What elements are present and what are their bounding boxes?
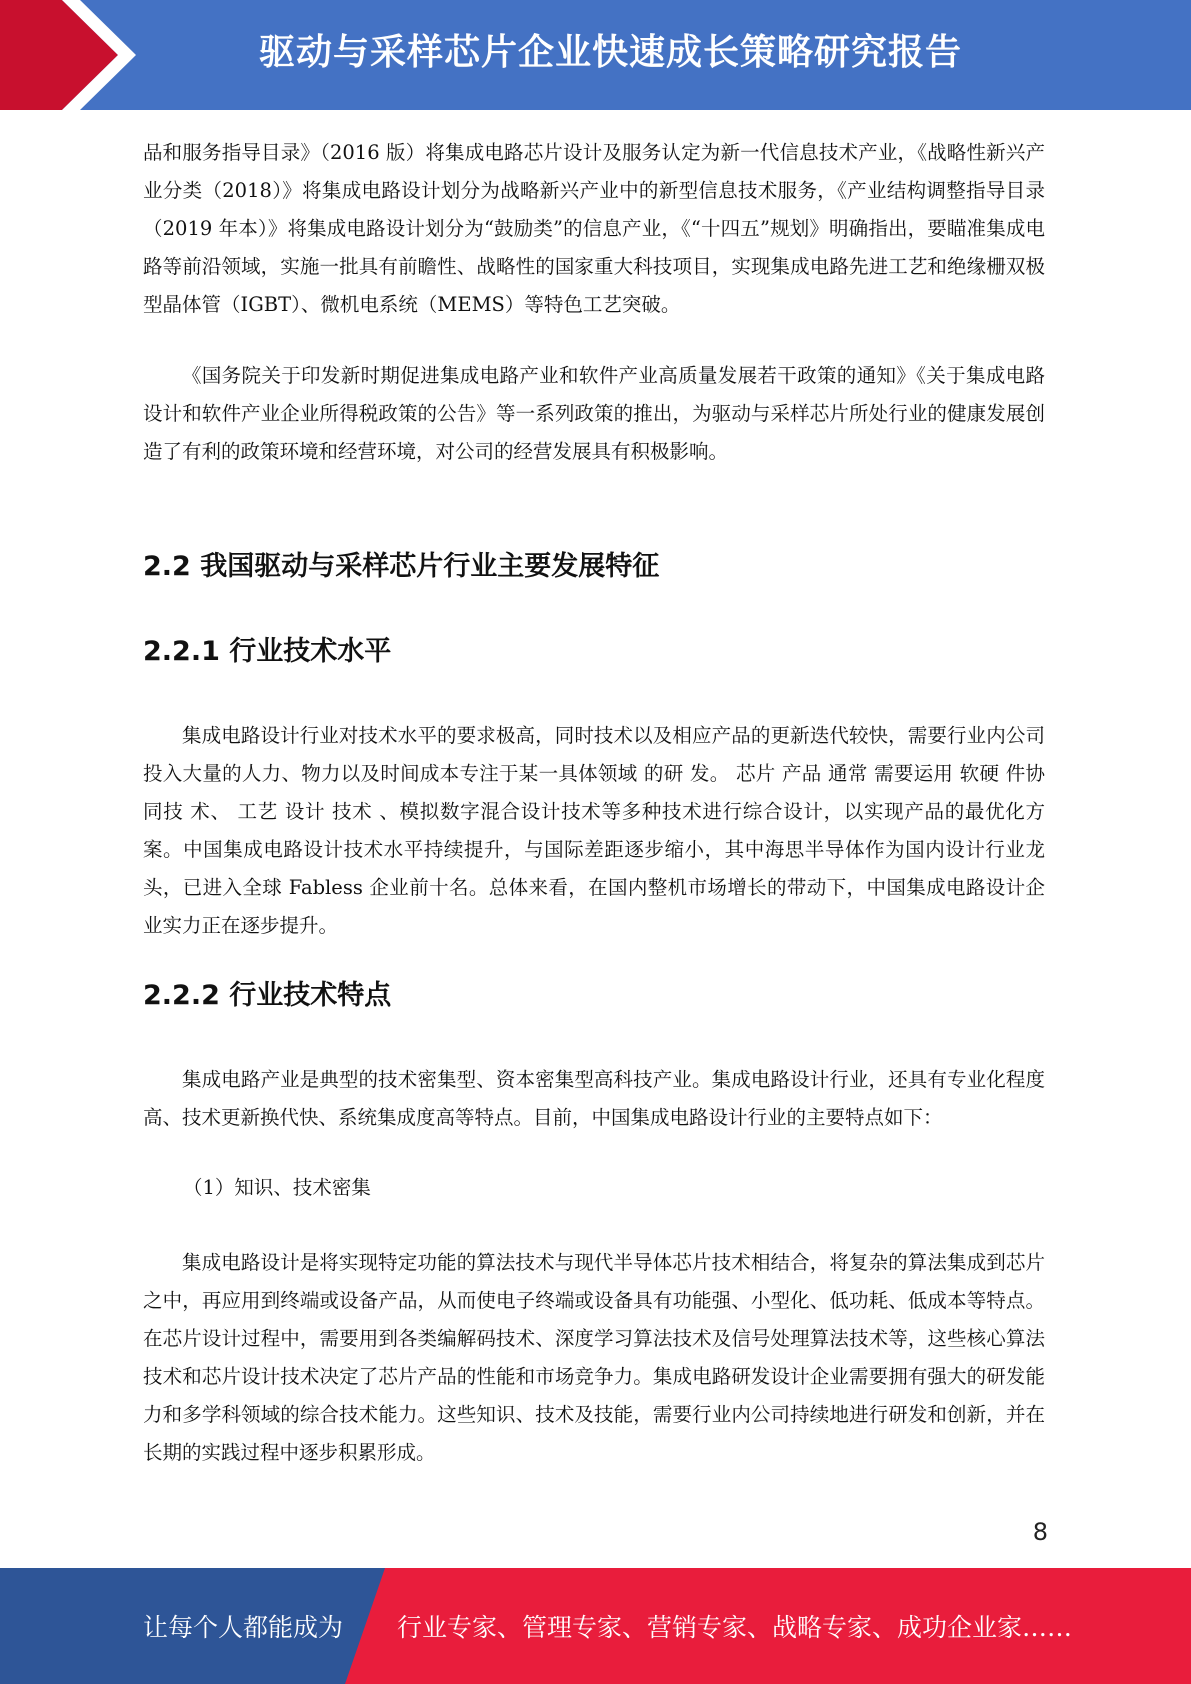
section-heading-2-2-1: 2.2.1 行业技术水平 (143, 636, 392, 667)
page-footer (0, 1568, 1191, 1684)
paragraph-knowledge-intensive: 集成电路设计是将实现特定功能的算法技术与现代半导体芯片技术相结合，将复杂的算法集成到芯片之中，再应用到终端或设备产品，从而使电子终端或设备具有功能强、小型化、低功耗、低成本等特点。在芯片设计过程中，需要用到各类编解码技术、深度学习算法技术及信号处理算法技术等，这些核心算法技术和芯片设计技术决定了芯片产品的性能和市场竞争力。集成电路研发设计企业需要拥有强大的研发能力和多学科领域的综合技术能力。这些知识、技术及技能，需要行业内公司持续地进行研发和创新，并在长期的实践过程中逐步积累形成。 (143, 1251, 1045, 1464)
footer-slogan-left: 让每个人都能成为 (143, 1613, 344, 1642)
section-heading-2-2: 2.2 我国驱动与采样芯片行业主要发展特征 (143, 551, 660, 582)
list-item-knowledge-intensive: （1）知识、技术密集 (183, 1176, 371, 1199)
paragraph-policy-notices: 《国务院关于印发新时期促进集成电路产业和软件产业高质量发展若干政策的通知》《关于集成电路设计和软件产业企业所得税政策的公告》等一系列政策的推出，为驱动与采样芯片所处行业的健康发展创造了有利的政策环境和经营环境，对公司的经营发展具有积极影响。 (143, 364, 1045, 463)
section-heading-2-2-2: 2.2.2 行业技术特点 (143, 980, 392, 1011)
paragraph-tech-level: 集成电路设计行业对技术水平的要求极高，同时技术以及相应产品的更新迭代较快，需要行业内公司投入大量的人力、物力以及时间成本专注于某一具体领域 的研 发。 芯片 产品 通常 需要运用 软硬 件协 同技 术、 工艺 设计 技术 、模拟数字混合设计技术等多种技术进行综合设计，以实现产品的最优化方案。中国集成电路设计技术水平持续提升，与国际差距逐步缩小，其中海思半导体作为国内设计行业龙头，已进入全球 Fabless 企业前十名。总体来看，在国内整机市场增长的带动下，中国集成电路设计企业实力正在逐步提升。 (143, 724, 1045, 937)
paragraph-tech-features: 集成电路产业是典型的技术密集型、资本密集型高科技产业。集成电路设计行业，还具有专业化程度高、技术更新换代快、系统集成度高等特点。目前，中国集成电路设计行业的主要特点如下： (143, 1068, 1045, 1129)
document-body (143, 134, 1045, 1472)
report-title: 驱动与采样芯片企业快速成长策略研究报告 (258, 32, 962, 73)
paragraph-policy-catalog: 品和服务指导目录》（2016 版）将集成电路芯片设计及服务认定为新一代信息技术产业，《战略性新兴产业分类（2018）》将集成电路设计划分为战略新兴产业中的新型信息技术服务，《产业结构调整指导目录（2019 年本）》将集成电路设计划分为“鼓励类”的信息产业，《“十四五”规划》明确指出，要瞄准集成电路等前沿领域，实施一批具有前瞻性、战略性的国家重大科技项目，实现集成电路先进工艺和绝缘栅双极型晶体管（IGBT）、微机电系统（MEMS）等特色工艺突破。 (143, 141, 1045, 316)
page-header (0, 0, 1191, 110)
footer-slogan-right: 行业专家、管理专家、营销专家、战略专家、成功企业家…… (397, 1613, 1073, 1642)
page-number: 8 (1032, 1518, 1048, 1546)
